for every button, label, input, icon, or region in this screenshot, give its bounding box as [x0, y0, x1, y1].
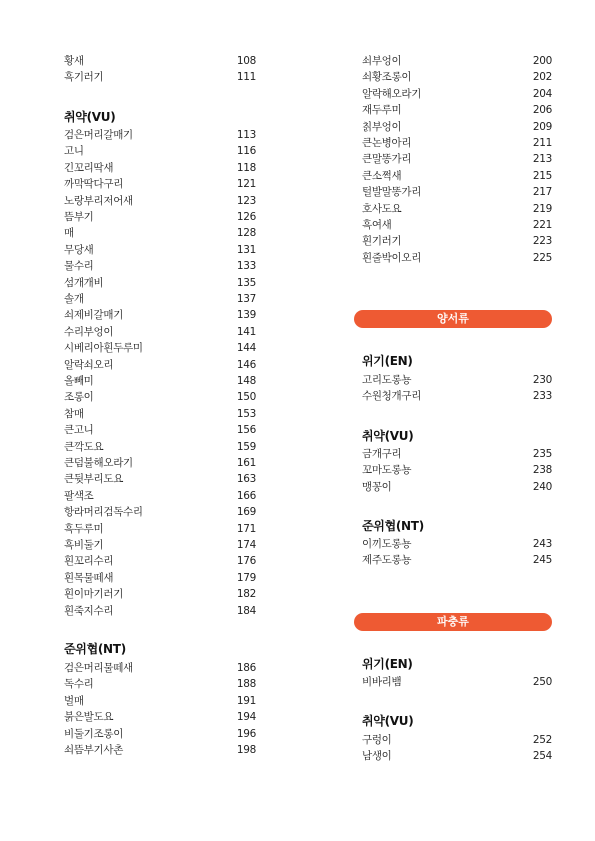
toc-entry-page: 230	[532, 374, 552, 386]
toc-entry[interactable]	[64, 373, 256, 389]
toc-entry-name: 쇠황조롱이	[362, 71, 412, 84]
toc-entry-page: 200	[532, 55, 552, 67]
toc-entry-name: 조롱이	[64, 391, 94, 404]
toc-entry-page: 233	[532, 390, 552, 403]
toc-entry-name: 흰죽지수리	[64, 604, 114, 617]
toc-entry-page: 211	[532, 137, 552, 149]
toc-entry-name: 털발말똥가리	[362, 186, 422, 199]
toc-entry-page: 163	[236, 473, 256, 486]
section-heading-vu: 취약(VU)	[64, 110, 116, 124]
toc-entry-page: 243	[532, 538, 552, 550]
toc-entry-page: 161	[236, 457, 256, 469]
toc-entry-page: 198	[236, 744, 256, 756]
toc-entry-page: 133	[236, 260, 256, 273]
toc-entry-name: 솔개	[64, 293, 84, 305]
toc-entry-name: 비바리뱀	[362, 676, 402, 688]
toc-entry[interactable]	[362, 217, 552, 233]
toc-entry[interactable]	[362, 119, 552, 135]
toc-entry-page: 153	[236, 407, 256, 420]
toc-entry-name: 흰기러기	[362, 235, 402, 248]
toc-entry-name: 흰줄박이오리	[362, 251, 422, 264]
toc-entry-name: 흑기러기	[64, 71, 104, 84]
toc-entry[interactable]	[64, 193, 256, 209]
toc-entry[interactable]	[64, 69, 256, 85]
toc-entry-page: 194	[236, 711, 256, 724]
toc-entry-name: 검은머리갈매기	[64, 129, 133, 141]
toc-entry-name: 수원청개구리	[362, 390, 422, 403]
toc-entry-name: 노랑부리저어새	[64, 194, 133, 207]
toc-entry[interactable]	[64, 488, 256, 504]
toc-entry-name: 무당새	[64, 243, 94, 256]
toc-entry-page: 146	[236, 358, 256, 371]
toc-entry-name: 긴꼬리딱새	[64, 161, 114, 174]
toc-entry-page: 128	[236, 227, 256, 240]
toc-entry-page: 159	[236, 440, 256, 453]
toc-entry[interactable]	[64, 676, 256, 692]
reptiles-banner: 파충류	[354, 613, 552, 631]
toc-entry[interactable]	[64, 258, 256, 274]
toc-entry[interactable]	[64, 225, 256, 241]
toc-entry-page: 221	[532, 219, 552, 231]
toc-entry[interactable]	[362, 732, 552, 748]
amphibians-vu-heading: 취약(VU)	[362, 429, 414, 443]
toc-entry[interactable]	[64, 275, 256, 291]
toc-entry[interactable]	[64, 357, 256, 373]
section-heading-nt: 준위협(NT)	[64, 642, 126, 656]
toc-entry-name: 매	[64, 227, 74, 240]
toc-entry[interactable]	[64, 143, 256, 159]
toc-entry-page: 188	[236, 678, 256, 691]
toc-entry-name: 맹꽁이	[362, 480, 392, 493]
toc-entry-name: 고리도롱뇽	[362, 374, 412, 386]
toc-entry-name: 제주도롱뇽	[362, 554, 412, 567]
toc-entry-name: 큰덤불해오라기	[64, 457, 133, 469]
toc-entry-page: 131	[236, 243, 256, 256]
toc-entry-name: 구렁이	[362, 734, 392, 746]
toc-entry-page: 116	[236, 145, 256, 158]
toc-entry-name: 이끼도롱뇽	[362, 538, 412, 550]
toc-entry-page: 184	[236, 604, 256, 617]
toc-entry[interactable]	[362, 86, 552, 102]
toc-entry-page: 240	[532, 480, 552, 493]
toc-entry[interactable]	[64, 324, 256, 340]
amphibians-nt-heading: 준위협(NT)	[362, 519, 424, 533]
toc-entry-name: 흰목물떼새	[64, 571, 114, 584]
toc-entry[interactable]	[362, 748, 552, 764]
toc-entry-page: 113	[236, 129, 256, 141]
toc-entry-name: 쇠부엉이	[362, 55, 402, 67]
toc-entry-name: 쇠뜸부기사촌	[64, 744, 124, 756]
toc-entry-page: 213	[532, 153, 552, 166]
toc-entry-page: 137	[236, 293, 256, 305]
toc-entry-name: 까막딱다구리	[64, 178, 124, 191]
toc-entry[interactable]	[64, 504, 256, 520]
toc-entry-name: 붉은발도요	[64, 711, 114, 724]
toc-entry-page: 215	[532, 169, 552, 182]
toc-entry[interactable]	[64, 586, 256, 602]
toc-entry-name: 큰뒷부리도요	[64, 473, 124, 486]
toc-entry-name: 칡부엉이	[362, 120, 402, 133]
toc-entry[interactable]	[64, 726, 256, 742]
toc-entry-page: 219	[532, 202, 552, 215]
toc-entry-name: 금개구리	[362, 448, 402, 460]
toc-entry-name: 비둘기조롱이	[64, 727, 124, 740]
toc-entry-name: 흰이마기러기	[64, 588, 124, 601]
toc-entry[interactable]	[64, 340, 256, 356]
toc-entry[interactable]	[362, 479, 552, 495]
toc-entry-page: 250	[532, 676, 552, 688]
toc-entry-name: 큰깍도요	[64, 440, 104, 453]
toc-entry[interactable]	[362, 201, 552, 217]
toc-entry-page: 235	[532, 448, 552, 460]
toc-entry[interactable]	[362, 536, 552, 552]
toc-entry-page: 123	[236, 194, 256, 207]
toc-entry-name: 검은머리물떼새	[64, 662, 133, 674]
toc-entry[interactable]	[64, 693, 256, 709]
toc-entry-page: 148	[236, 375, 256, 387]
toc-entry[interactable]	[64, 209, 256, 225]
toc-entry-name: 재두루미	[362, 104, 402, 117]
toc-entry[interactable]	[64, 439, 256, 455]
toc-entry-page: 202	[532, 71, 552, 84]
toc-entry-name: 항라머리검독수리	[64, 506, 143, 519]
toc-entry-page: 238	[532, 464, 552, 477]
toc-entry-name: 섬개개비	[64, 276, 104, 289]
toc-entry-page: 217	[532, 186, 552, 199]
toc-entry-name: 남생이	[362, 750, 392, 763]
toc-entry-name: 흑두루미	[64, 522, 104, 535]
toc-entry[interactable]	[362, 446, 552, 462]
toc-entry-page: 144	[236, 342, 256, 355]
toc-entry-page: 191	[236, 694, 256, 707]
toc-entry-page: 206	[532, 104, 552, 117]
toc-entry[interactable]	[362, 674, 552, 690]
toc-entry[interactable]	[362, 552, 552, 568]
toc-entry-name: 올빼미	[64, 375, 94, 387]
toc-entry-page: 150	[236, 391, 256, 404]
toc-entry[interactable]	[64, 160, 256, 176]
toc-entry-name: 수리부엉이	[64, 325, 114, 338]
toc-entry[interactable]	[64, 389, 256, 405]
toc-entry-page: 196	[236, 727, 256, 740]
toc-entry-name: 흑비둘기	[64, 539, 104, 551]
toc-entry-name: 고니	[64, 145, 84, 158]
toc-entry[interactable]	[362, 53, 552, 69]
toc-entry-page: 156	[236, 424, 256, 437]
toc-entry[interactable]	[64, 471, 256, 487]
toc-entry-name: 팔색조	[64, 489, 94, 502]
toc-entry-page: 169	[236, 506, 256, 519]
toc-entry-name: 큰논병아리	[362, 137, 412, 149]
toc-entry[interactable]	[64, 406, 256, 422]
toc-entry-name: 황새	[64, 55, 84, 67]
toc-entry-page: 121	[236, 178, 256, 191]
toc-entry[interactable]	[362, 462, 552, 478]
toc-entry-name: 뜸부기	[64, 211, 94, 223]
toc-entry[interactable]	[362, 168, 552, 184]
left-column	[64, 0, 256, 841]
toc-entry[interactable]	[64, 660, 256, 676]
amphibians-en-heading: 위기(EN)	[362, 354, 413, 368]
toc-entry[interactable]	[64, 709, 256, 725]
toc-entry-page: 182	[236, 588, 256, 601]
reptiles-vu-heading: 취약(VU)	[362, 714, 414, 728]
right-column	[362, 0, 552, 841]
toc-entry[interactable]	[64, 521, 256, 537]
toc-entry[interactable]	[64, 455, 256, 471]
toc-entry[interactable]	[64, 307, 256, 323]
toc-entry[interactable]	[64, 422, 256, 438]
toc-entry[interactable]	[64, 53, 256, 69]
toc-entry[interactable]	[362, 388, 552, 404]
toc-entry[interactable]	[362, 69, 552, 85]
toc-entry-name: 참매	[64, 407, 84, 420]
toc-entry-name: 알락해오라기	[362, 87, 422, 100]
toc-entry-page: 176	[236, 555, 256, 568]
toc-entry-page: 204	[532, 87, 552, 100]
toc-entry-page: 254	[532, 750, 552, 763]
toc-entry-page: 171	[236, 522, 256, 535]
toc-entry[interactable]	[64, 553, 256, 569]
toc-entry[interactable]	[362, 184, 552, 200]
toc-entry[interactable]	[64, 742, 256, 758]
toc-entry[interactable]	[64, 570, 256, 586]
toc-entry[interactable]	[362, 151, 552, 167]
toc-entry-page: 225	[532, 251, 552, 264]
toc-entry-name: 꼬마도롱뇽	[362, 464, 412, 477]
toc-entry-page: 135	[236, 276, 256, 289]
toc-entry[interactable]	[362, 135, 552, 151]
toc-entry-name: 알락쇠오리	[64, 358, 114, 371]
reptiles-en-heading: 위기(EN)	[362, 657, 413, 671]
toc-entry[interactable]	[64, 603, 256, 619]
toc-entry-page: 139	[236, 309, 256, 322]
toc-entry-page: 245	[532, 554, 552, 567]
toc-entry-name: 벌매	[64, 694, 84, 707]
amphibians-banner: 양서류	[354, 310, 552, 328]
toc-entry-name: 흑여새	[362, 219, 392, 231]
toc-entry[interactable]	[64, 291, 256, 307]
toc-entry-name: 흰꼬리수리	[64, 555, 114, 568]
toc-entry-page: 209	[532, 120, 552, 133]
toc-entry-name: 큰고니	[64, 424, 94, 437]
toc-entry[interactable]	[362, 250, 552, 266]
toc-entry-page: 223	[532, 235, 552, 248]
toc-entry-page: 179	[236, 571, 256, 584]
toc-entry[interactable]	[64, 176, 256, 192]
toc-entry-name: 호사도요	[362, 202, 402, 215]
toc-entry[interactable]	[64, 242, 256, 258]
toc-entry-page: 108	[236, 55, 256, 67]
toc-entry-name: 독수리	[64, 678, 94, 691]
toc-entry[interactable]	[362, 233, 552, 249]
toc-entry[interactable]	[362, 372, 552, 388]
toc-entry[interactable]	[64, 127, 256, 143]
toc-entry-name: 시베리아흰두루미	[64, 342, 143, 355]
toc-entry-name: 쇠제비갈매기	[64, 309, 124, 322]
toc-entry-page: 166	[236, 489, 256, 502]
toc-entry-page: 126	[236, 211, 256, 223]
toc-entry-page: 111	[236, 71, 256, 84]
toc-entry-name: 물수리	[64, 260, 94, 273]
toc-entry-name: 큰소쩍새	[362, 169, 402, 182]
toc-entry-page: 174	[236, 539, 256, 551]
toc-entry-page: 141	[236, 325, 256, 338]
toc-entry-name: 큰말똥가리	[362, 153, 412, 166]
toc-entry-page: 186	[236, 662, 256, 674]
toc-entry[interactable]	[362, 102, 552, 118]
toc-entry-page: 118	[236, 161, 256, 174]
toc-entry[interactable]	[64, 537, 256, 553]
toc-entry-page: 252	[532, 734, 552, 746]
